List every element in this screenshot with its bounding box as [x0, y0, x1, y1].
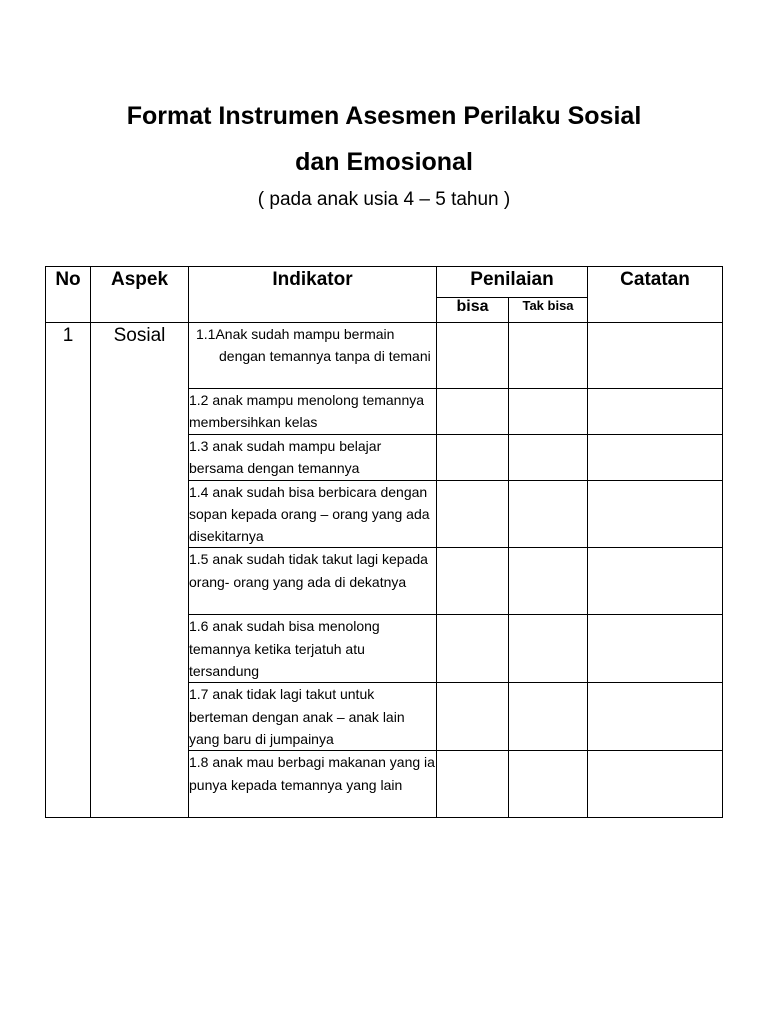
bisa-cell[interactable]	[437, 389, 509, 435]
bisa-cell[interactable]	[437, 434, 509, 480]
tak-bisa-cell[interactable]	[509, 751, 588, 818]
indicator-cell: 1.6 anak sudah bisa menolong temannya ketika terjatuh atu tersandung	[189, 615, 437, 683]
catatan-cell[interactable]	[588, 323, 723, 389]
bisa-cell[interactable]	[437, 683, 509, 751]
header-no: No	[46, 267, 91, 323]
indicator-cell: 1.8 anak mau berbagi makanan yang ia punya kepada temannya yang lain	[189, 751, 437, 818]
tak-bisa-cell[interactable]	[509, 480, 588, 548]
bisa-cell[interactable]	[437, 480, 509, 548]
header-bisa: bisa	[437, 298, 509, 323]
row-aspek: Sosial	[91, 323, 189, 818]
indicator-cell: 1.4 anak sudah bisa berbicara dengan sopan kepada orang – orang yang ada disekitarnya	[189, 480, 437, 548]
catatan-cell[interactable]	[588, 548, 723, 615]
header-aspek: Aspek	[91, 267, 189, 323]
catatan-cell[interactable]	[588, 389, 723, 435]
catatan-cell[interactable]	[588, 480, 723, 548]
document-subtitle: ( pada anak usia 4 – 5 tahun )	[257, 189, 511, 210]
row-number: 1	[46, 323, 91, 818]
indicator-cell: 1.2 anak mampu menolong temannya membersihkan kelas	[189, 389, 437, 435]
tak-bisa-cell[interactable]	[509, 683, 588, 751]
catatan-cell[interactable]	[588, 683, 723, 751]
tak-bisa-cell[interactable]	[509, 615, 588, 683]
bisa-cell[interactable]	[437, 323, 509, 389]
tak-bisa-cell[interactable]	[509, 323, 588, 389]
header-indikator: Indikator	[189, 267, 437, 323]
bisa-cell[interactable]	[437, 751, 509, 818]
indicator-cell: 1.3 anak sudah mampu belajar bersama dengan temannya	[189, 434, 437, 480]
header-tak-bisa: Tak bisa	[509, 298, 588, 323]
title-line-2: dan Emosional	[295, 148, 473, 176]
table-row	[46, 323, 723, 389]
assessment-table	[45, 266, 723, 818]
tak-bisa-cell[interactable]	[509, 548, 588, 615]
tak-bisa-cell[interactable]	[509, 389, 588, 435]
header-penilaian: Penilaian	[437, 267, 588, 298]
indicator-cell: 1.5 anak sudah tidak takut lagi kepada orang- orang yang ada di dekatnya	[189, 548, 437, 615]
tak-bisa-cell[interactable]	[509, 434, 588, 480]
title-line-1: Format Instrumen Asesmen Perilaku Sosial	[126, 102, 642, 130]
catatan-cell[interactable]	[588, 751, 723, 818]
indicator-cell: 1.7 anak tidak lagi takut untuk berteman dengan anak – anak lain yang baru di jumpainya	[189, 683, 437, 751]
bisa-cell[interactable]	[437, 548, 509, 615]
document-title	[0, 93, 768, 185]
catatan-cell[interactable]	[588, 615, 723, 683]
bisa-cell[interactable]	[437, 615, 509, 683]
indicator-cell: 1.1Anak sudah mampu bermain dengan temannya tanpa di temani	[189, 323, 437, 389]
catatan-cell[interactable]	[588, 434, 723, 480]
header-catatan: Catatan	[588, 267, 723, 323]
